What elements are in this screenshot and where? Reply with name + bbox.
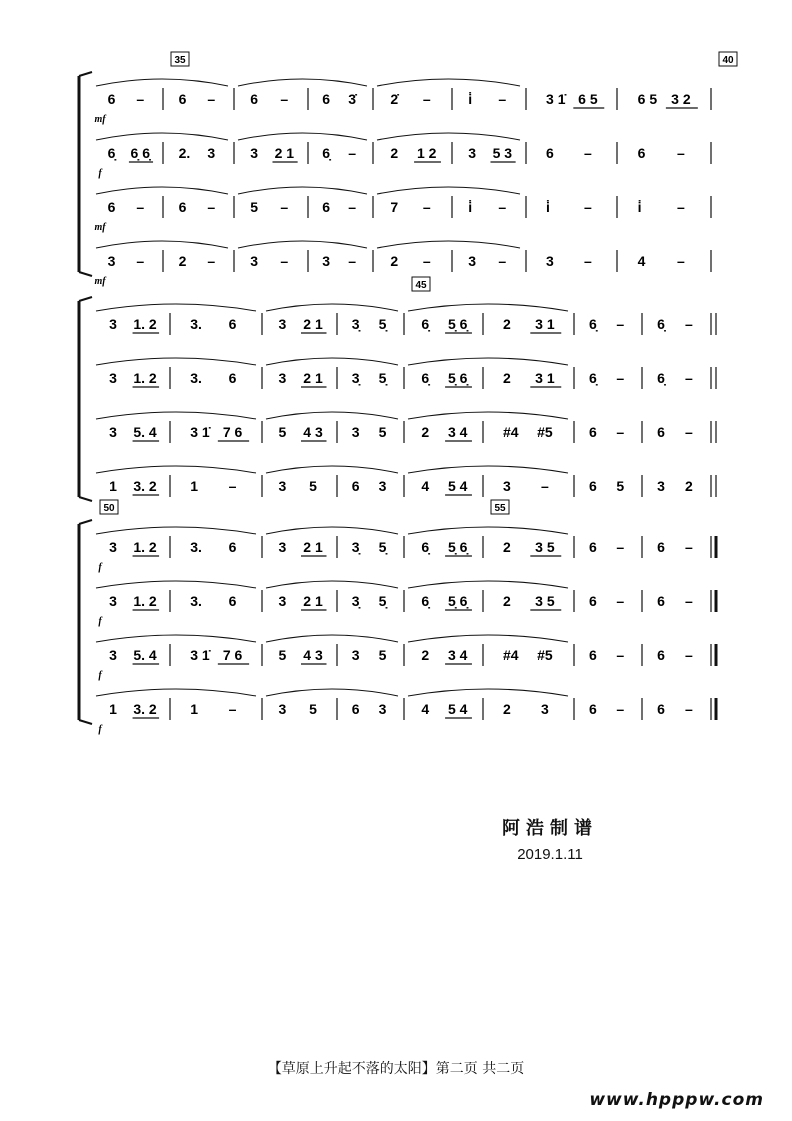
slur	[238, 241, 367, 248]
note-beat-1: 6̣	[107, 145, 116, 161]
note-beat-1: 4	[421, 478, 430, 494]
slur	[408, 635, 568, 642]
slur	[96, 304, 256, 311]
note-beat-1: 6	[588, 593, 597, 609]
note-beat-1: 3 1̇	[546, 91, 566, 107]
slur	[96, 466, 256, 473]
note-beat-2: 1. 2	[133, 370, 157, 386]
note-beat-1: 1	[109, 701, 117, 717]
slur	[266, 304, 398, 311]
note-beat-2: –	[280, 199, 289, 215]
page-footer-title: 【草原上升起不落的太阳】第二页 共二页	[267, 1061, 525, 1077]
note-beat-1: 3	[250, 253, 259, 269]
note-beat-2: 5	[616, 478, 625, 494]
note-beat-1: 5	[250, 199, 259, 215]
note-beat-1: 3	[351, 647, 360, 663]
slur	[266, 412, 398, 419]
note-beat-1: 3	[546, 253, 554, 269]
note-beat-1: 2̇	[390, 91, 399, 107]
note-beat-1: 3 1̇	[190, 424, 210, 440]
slur	[408, 358, 568, 365]
slur	[266, 581, 398, 588]
note-beat-1: i̇	[637, 199, 642, 215]
note-beat-2: 5̣ 6̣	[447, 593, 468, 609]
measure-number: 35	[174, 55, 186, 66]
note-beat-2: 1. 2	[133, 316, 157, 332]
note-beat-2: 3 1	[535, 316, 555, 332]
slur	[266, 466, 398, 473]
note-beat-2: 5̣	[378, 593, 387, 609]
note-beat-2: –	[685, 424, 693, 440]
slur	[377, 241, 520, 248]
note-beat-2: 5 4	[447, 701, 468, 717]
note-beat-2: –	[677, 253, 685, 269]
note-beat-2: 2 1	[303, 539, 323, 555]
note-beat-2: 5 3	[492, 145, 513, 161]
arranger-credit: 阿浩制谱	[502, 818, 598, 839]
note-beat-1: 5	[278, 424, 287, 440]
note-beat-1: 3	[278, 316, 287, 332]
slur	[266, 635, 398, 642]
note-beat-2: –	[280, 253, 289, 269]
slur	[238, 133, 367, 140]
note-beat-2: 5̣ 6̣	[447, 539, 468, 555]
note-beat-2: 3 4	[447, 647, 468, 663]
note-beat-1: 6̣	[657, 370, 665, 386]
slur	[96, 79, 228, 86]
note-beat-1: 6 5	[637, 91, 658, 107]
note-beat-1: 3	[322, 253, 331, 269]
arrangement-date: 2019.1.11	[517, 846, 583, 863]
note-beat-2: 6̣ 6̣	[130, 145, 151, 161]
note-beat-1: 3	[250, 145, 259, 161]
note-beat-1: 6	[637, 145, 646, 161]
note-beat-2: –	[540, 478, 549, 494]
note-beat-1: 3.	[190, 316, 202, 332]
note-beat-2: –	[685, 539, 693, 555]
note-beat-1: 3̣	[351, 370, 360, 386]
note-beat-2: –	[422, 91, 431, 107]
note-beat-1: 3	[351, 424, 360, 440]
note-beat-1: 2	[421, 647, 430, 663]
note-beat-2: 2	[685, 478, 693, 494]
note-beat-1: 3	[278, 370, 287, 386]
note-beat-2: –	[583, 199, 592, 215]
note-beat-1: 6	[351, 701, 360, 717]
slur	[408, 466, 568, 473]
note-beat-1: 3.	[190, 539, 202, 555]
note-beat-2: 3. 2	[133, 701, 157, 717]
note-beat-1: 6	[657, 647, 665, 663]
note-beat-2: #5	[537, 424, 553, 440]
note-beat-2: –	[422, 253, 431, 269]
note-beat-2: 5	[309, 478, 317, 494]
note-beat-2: –	[348, 253, 357, 269]
note-beat-2: –	[616, 316, 625, 332]
dynamic-marking: f	[98, 670, 102, 681]
dynamic-marking: mf	[94, 276, 106, 287]
note-beat-2: 2 1	[303, 316, 323, 332]
note-beat-1: 6	[322, 91, 331, 107]
note-beat-1: 2.	[178, 145, 191, 161]
note-beat-1: 3	[503, 478, 511, 494]
note-beat-2: –	[348, 145, 357, 161]
note-beat-1: 6̣	[421, 539, 430, 555]
note-beat-2: 7 6	[222, 424, 243, 440]
note-beat-2: –	[616, 424, 625, 440]
note-beat-2: –	[422, 199, 431, 215]
note-beat-2: 2 1	[303, 370, 323, 386]
note-beat-2: –	[616, 539, 625, 555]
bracket-top-hook	[79, 72, 92, 76]
note-beat-1: 3	[109, 424, 117, 440]
note-beat-2: 6	[228, 539, 237, 555]
note-beat-1: 3	[109, 370, 117, 386]
note-beat-1: 6	[351, 478, 360, 494]
slur	[96, 581, 256, 588]
note-beat-1: 3̣	[351, 593, 360, 609]
note-beat-2: 2 1	[303, 593, 323, 609]
note-beat-2: 4 3	[303, 424, 323, 440]
dynamic-marking: f	[98, 168, 102, 179]
note-beat-2: 6	[228, 370, 237, 386]
note-beat-1: 3 1̇	[190, 647, 210, 663]
note-beat-2: –	[498, 253, 507, 269]
note-beat-2: 7 6	[222, 647, 243, 663]
note-beat-1: 3̣	[351, 316, 360, 332]
slur	[96, 133, 228, 140]
note-beat-1: 6	[657, 424, 665, 440]
note-beat-1: 2	[503, 593, 511, 609]
slur	[377, 79, 520, 86]
note-beat-2: –	[228, 701, 237, 717]
note-beat-2: 3 4	[447, 424, 468, 440]
note-beat-1: 3	[278, 478, 287, 494]
note-beat-2: –	[616, 370, 625, 386]
note-beat-1: 3.	[190, 593, 202, 609]
note-beat-2: 5̣ 6̣	[447, 370, 468, 386]
note-beat-1: 3	[657, 478, 665, 494]
note-beat-2: 5	[378, 647, 387, 663]
note-beat-1: 2	[503, 539, 511, 555]
note-beat-2: 5̣ 6̣	[447, 316, 468, 332]
slur	[96, 689, 256, 696]
note-beat-1: 6	[588, 701, 597, 717]
note-beat-1: 6	[250, 91, 259, 107]
note-beat-2: 1. 2	[133, 539, 157, 555]
note-beat-2: –	[583, 253, 592, 269]
note-beat-2: –	[616, 701, 625, 717]
note-beat-1: 2	[390, 253, 399, 269]
note-beat-2: 3 2	[671, 91, 691, 107]
note-beat-1: 3	[278, 539, 287, 555]
note-beat-1: 6̣	[421, 370, 430, 386]
measure-number: 40	[722, 55, 734, 66]
note-beat-2: –	[136, 91, 145, 107]
measure-number: 45	[415, 280, 427, 291]
note-beat-2: –	[498, 91, 507, 107]
note-beat-1: 2	[503, 701, 511, 717]
slur	[408, 304, 568, 311]
note-beat-1: 6̣	[588, 316, 597, 332]
note-beat-2: 3̇	[348, 91, 357, 107]
bracket-bottom-hook	[79, 272, 92, 276]
note-beat-1: 6̣	[657, 316, 665, 332]
slur	[266, 689, 398, 696]
slur	[238, 187, 367, 194]
slur	[96, 635, 256, 642]
note-beat-2: 3. 2	[133, 478, 157, 494]
slur	[96, 187, 228, 194]
note-beat-1: 6	[588, 424, 597, 440]
note-beat-2: –	[136, 253, 145, 269]
note-beat-1: 3	[109, 316, 117, 332]
note-beat-2: –	[685, 647, 693, 663]
slur	[377, 187, 520, 194]
note-beat-1: i̇	[468, 91, 473, 107]
note-beat-1: 6̣	[421, 316, 430, 332]
note-beat-2: 3	[540, 701, 549, 717]
note-beat-2: –	[616, 647, 625, 663]
note-beat-1: 6	[546, 145, 554, 161]
note-beat-1: 2	[178, 253, 187, 269]
bracket-bottom-hook	[79, 720, 92, 724]
note-beat-2: #5	[537, 647, 553, 663]
slur	[408, 689, 568, 696]
note-beat-1: 6	[107, 91, 116, 107]
note-beat-1: 3	[468, 253, 477, 269]
dynamic-marking: f	[98, 616, 102, 627]
note-beat-1: 3	[109, 647, 117, 663]
slur	[238, 79, 367, 86]
dynamic-marking: mf	[94, 114, 106, 125]
note-beat-2: –	[685, 593, 693, 609]
note-beat-1: #4	[503, 647, 519, 663]
note-beat-1: 6	[322, 199, 331, 215]
note-beat-1: 1	[109, 478, 117, 494]
note-beat-2: –	[583, 145, 592, 161]
slur	[96, 412, 256, 419]
slur	[96, 241, 228, 248]
slur	[408, 581, 568, 588]
note-beat-2: –	[685, 370, 693, 386]
note-beat-2: –	[498, 199, 507, 215]
note-beat-2: 3 5	[535, 593, 555, 609]
dynamic-marking: mf	[94, 222, 106, 233]
note-beat-2: –	[348, 199, 357, 215]
note-beat-2: 5	[378, 424, 387, 440]
note-beat-1: i̇	[468, 199, 473, 215]
note-beat-2: 5̣	[378, 316, 387, 332]
note-beat-1: 4	[637, 253, 646, 269]
note-beat-2: 3 1	[535, 370, 555, 386]
note-beat-2: –	[280, 91, 289, 107]
note-beat-2: –	[685, 316, 693, 332]
note-beat-2: 1. 2	[133, 593, 157, 609]
dynamic-marking: f	[98, 724, 102, 735]
note-beat-1: 1	[190, 701, 199, 717]
note-beat-1: 6	[178, 199, 187, 215]
note-beat-2: 5̣	[378, 370, 387, 386]
note-beat-1: 3	[109, 539, 117, 555]
note-beat-2: 3	[207, 145, 216, 161]
note-beat-2: –	[228, 478, 237, 494]
dynamic-marking: f	[98, 562, 102, 573]
note-beat-1: 3̣	[351, 539, 360, 555]
note-beat-1: 6̣	[588, 370, 597, 386]
note-beat-2: –	[677, 145, 685, 161]
slur	[266, 358, 398, 365]
note-beat-1: 2	[503, 370, 511, 386]
note-beat-1: 4	[421, 701, 430, 717]
note-beat-1: 2	[503, 316, 511, 332]
note-beat-1: 6̣	[421, 593, 430, 609]
slur	[96, 527, 256, 534]
bracket-top-hook	[79, 520, 92, 524]
slur	[408, 412, 568, 419]
note-beat-2: –	[616, 593, 625, 609]
note-beat-1: i̇	[546, 199, 550, 215]
slur	[266, 527, 398, 534]
measure-number: 55	[494, 503, 506, 514]
bracket-top-hook	[79, 297, 92, 301]
note-beat-1: 5	[278, 647, 287, 663]
note-beat-2: 5 4	[447, 478, 468, 494]
note-beat-2: –	[207, 199, 216, 215]
note-beat-2: 3 5	[535, 539, 555, 555]
note-beat-2: 5	[309, 701, 317, 717]
note-beat-2: 5. 4	[133, 424, 157, 440]
note-beat-1: 6	[107, 199, 116, 215]
note-beat-1: 3	[107, 253, 116, 269]
slur	[408, 527, 568, 534]
note-beat-2: –	[136, 199, 145, 215]
note-beat-1: 1	[190, 478, 199, 494]
note-beat-2: 5. 4	[133, 647, 157, 663]
note-beat-2: 4 3	[303, 647, 323, 663]
note-beat-1: 6	[588, 478, 597, 494]
note-beat-1: 3.	[190, 370, 202, 386]
note-beat-2: 6	[228, 316, 237, 332]
slur	[96, 358, 256, 365]
note-beat-1: 2	[390, 145, 399, 161]
note-beat-1: 6̣	[322, 145, 331, 161]
note-beat-2: 1 2	[416, 145, 437, 161]
note-beat-2: 2 1	[274, 145, 295, 161]
note-beat-2: 3	[378, 701, 387, 717]
note-beat-1: 3	[468, 145, 477, 161]
note-beat-1: 2	[421, 424, 430, 440]
note-beat-2: –	[207, 253, 216, 269]
note-beat-1: 6	[588, 539, 597, 555]
note-beat-2: 5̣	[378, 539, 387, 555]
note-beat-1: 3	[278, 593, 287, 609]
note-beat-1: 6	[657, 701, 665, 717]
note-beat-2: –	[677, 199, 685, 215]
note-beat-1: 7	[390, 199, 399, 215]
note-beat-1: 6	[178, 91, 187, 107]
note-beat-1: 6	[588, 647, 597, 663]
measure-number: 50	[103, 503, 115, 514]
note-beat-2: 6	[228, 593, 237, 609]
note-beat-2: –	[685, 701, 693, 717]
note-beat-2: –	[207, 91, 216, 107]
note-beat-1: 3	[278, 701, 287, 717]
note-beat-1: #4	[503, 424, 519, 440]
website-watermark: www.hpppw.com	[589, 1090, 764, 1110]
bracket-bottom-hook	[79, 497, 92, 501]
note-beat-2: 3	[378, 478, 387, 494]
note-beat-2: 6 5	[578, 91, 598, 107]
slur	[377, 133, 520, 140]
note-beat-1: 3	[109, 593, 117, 609]
note-beat-1: 6	[657, 593, 665, 609]
note-beat-1: 6	[657, 539, 665, 555]
